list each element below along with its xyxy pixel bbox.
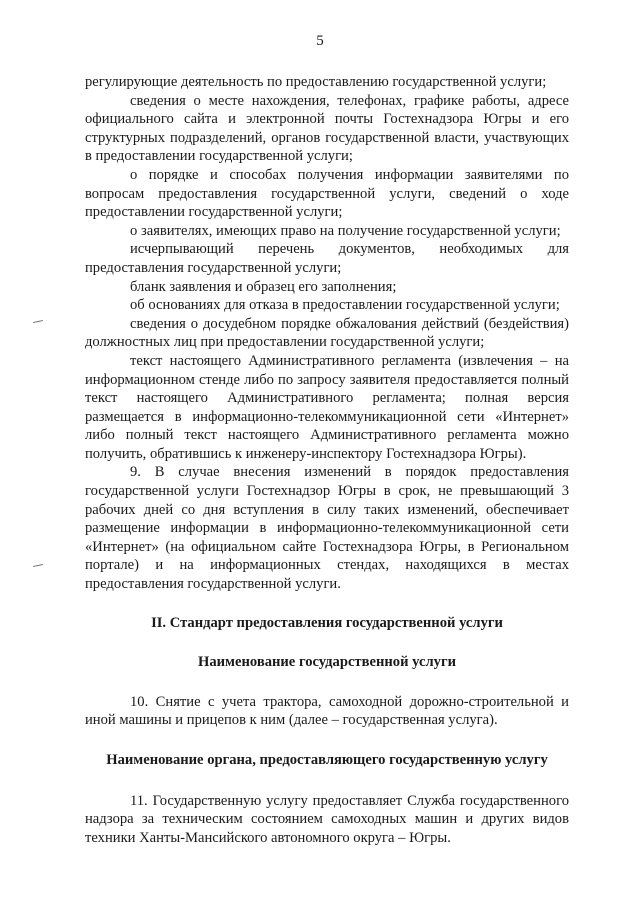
paragraph-9: 9. В случае внесения изменений в порядок предоставления государственной услуги Гостехнадзор Югры в срок, не превышающий 3 рабочих дней со дня вступления в силу таких изменений, обеспечивает размещение информации в информационно-телекоммуникационной сети «Интернет» (на официальном сайте Гостехнадзора Югры, в Региональном портале) и на информационных стендах, находящихся в местах предоставления государственной услуги. [85, 464, 569, 593]
paragraph: бланк заявления и образец его заполнения; [130, 278, 397, 295]
page-number: 5 [316, 33, 324, 49]
subheading-organ-name: Наименование органа, предоставляющего государственную услугу [106, 752, 548, 768]
paragraph: регулирующие деятельность по предоставлению государственной услуги; [85, 74, 547, 90]
margin-mark [33, 564, 43, 567]
paragraph: об основаниях для отказа в предоставлении государственной услуги; [130, 297, 560, 314]
paragraph: о заявителях, имеющих право на получение государственной услуги; [130, 222, 561, 239]
margin-mark [33, 320, 43, 323]
paragraph: текст настоящего Административного регламента (извлечения – на информационном стенде либо по запросу заявителя предоставляется полный текст настоящего Административного регламента; полная версия размещается в информационно-телекоммуникационной сети «Интернет» либо полный текст настоящего Административного регламента можно получить, обратившись к инженеру-инспектору Гостехнадзора Югры). [85, 352, 569, 462]
paragraph-10: 10. Снятие с учета трактора, самоходной дорожно-строительной и иной машины и прицепов к ним (далее – государственная услуга). [85, 693, 569, 729]
document-body [85, 73, 569, 847]
paragraph: исчерпывающий перечень документов, необходимых для предоставления государственной услуги; [85, 241, 569, 276]
subheading-service-name: Наименование государственной услуги [198, 654, 456, 671]
paragraph: сведения о месте нахождения, телефонах, графике работы, адресе официального сайта и электронной почты Гостехнадзора Югры и его структурных подразделений, органов государственной власти, участвующих в предоставлении государственной услуги; [85, 92, 569, 165]
paragraph-11: 11. Государственную услугу предоставляет Служба государственного надзора за техническим состоянием самоходных машин и других видов техники Ханты-Мансийского автономного округа – Югры. [85, 792, 569, 846]
paragraph: о порядке и способах получения информации заявителями по вопросам предоставления государственной услуги, сведений о ходе предоставлении государственной услуги; [85, 166, 569, 221]
paragraph: сведения о досудебном порядке обжалования действий (бездействия) должностных лиц при предоставлении государственной услуги; [85, 315, 569, 351]
section-heading: II. Стандарт предоставления государственной услуги [151, 614, 503, 631]
